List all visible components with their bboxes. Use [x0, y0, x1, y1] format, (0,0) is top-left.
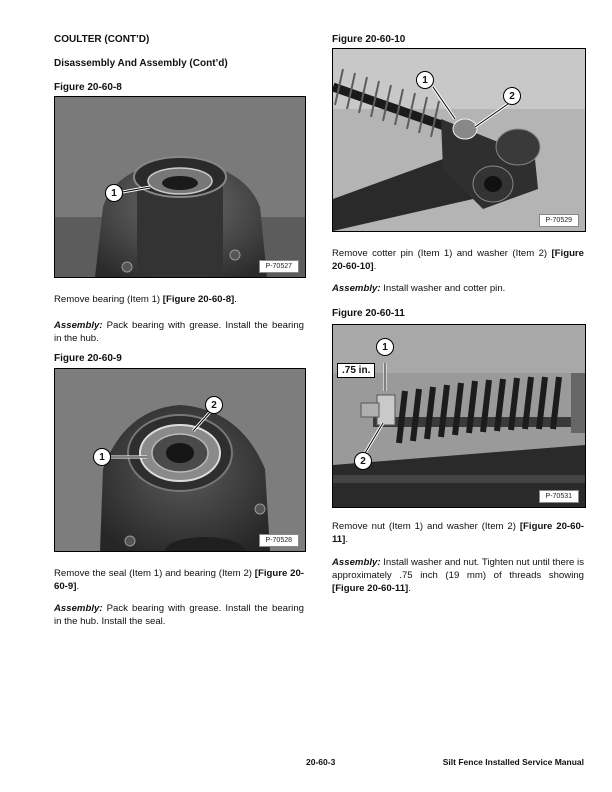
callout-1: 1 [376, 338, 394, 356]
paragraph-assembly-9: Assembly: Pack bearing with grease. Install the bearing in the hub. Install the seal. [54, 603, 304, 627]
page-number: 20-60-3 [306, 757, 336, 767]
figure-caption-9: Figure 20-60-9 [54, 353, 122, 364]
paragraph-remove-seal: Remove the seal (Item 1) and bearing (Item 2) [Figure 20-60-9]. [54, 568, 304, 592]
figure-20-60-9-photo [54, 368, 306, 552]
figure-ref: [Figure 20-60-11] [332, 583, 409, 594]
paragraph-remove-cotter-pin: Remove cotter pin (Item 1) and washer (Item 2) [Figure 20-60-10]. [332, 248, 584, 272]
assembly-label: Assembly: [332, 557, 381, 568]
figure-caption-11: Figure 20-60-11 [332, 308, 405, 319]
figure-caption-10: Figure 20-60-10 [332, 34, 406, 45]
figure-20-60-8-photo [54, 96, 306, 278]
section-title: COULTER (CONT’D) [54, 34, 150, 45]
paragraph-remove-bearing: Remove bearing (Item 1) [Figure 20-60-8]. [54, 294, 237, 305]
figure-ref: [Figure 20-60-10] [332, 248, 584, 272]
callout-1: 1 [416, 71, 434, 89]
callout-2: 2 [503, 87, 521, 105]
callout-1: 1 [105, 184, 123, 202]
assembly-label: Assembly: [332, 283, 381, 294]
callout-2: 2 [354, 452, 372, 470]
dimension-label: .75 in. [337, 363, 375, 378]
figure-ref: [Figure 20-60-9] [54, 568, 304, 592]
photo-id: P-70531 [539, 490, 579, 503]
figure-20-60-10-photo [332, 48, 586, 232]
assembly-label: Assembly: [54, 603, 103, 614]
subsection-title: Disassembly And Assembly (Cont’d) [54, 58, 228, 69]
callout-1: 1 [93, 448, 111, 466]
manual-title: Silt Fence Installed Service Manual [442, 757, 584, 767]
paragraph-assembly-8: Assembly: Pack bearing with grease. Install the bearing in the hub. [54, 320, 304, 344]
callout-2: 2 [205, 396, 223, 414]
paragraph-assembly-10: Assembly: Install washer and cotter pin. [332, 283, 506, 294]
assembly-label: Assembly: [54, 320, 103, 331]
figure-ref: [Figure 20-60-8] [162, 294, 235, 305]
photo-id: P-70529 [539, 214, 579, 227]
photo-id: P-70528 [259, 534, 299, 547]
paragraph-assembly-11: Assembly: Install washer and nut. Tighten nut until there is approximately .75 inch (19 mm) of threads showing [Figure 20-60-11]. [332, 557, 584, 594]
paragraph-remove-nut: Remove nut (Item 1) and washer (Item 2) [Figure 20-60-11]. [332, 521, 584, 545]
figure-caption-8: Figure 20-60-8 [54, 82, 122, 93]
figure-20-60-11-photo [332, 324, 586, 508]
photo-id: P-70527 [259, 260, 299, 273]
figure-ref: [Figure 20-60-11] [332, 521, 584, 545]
